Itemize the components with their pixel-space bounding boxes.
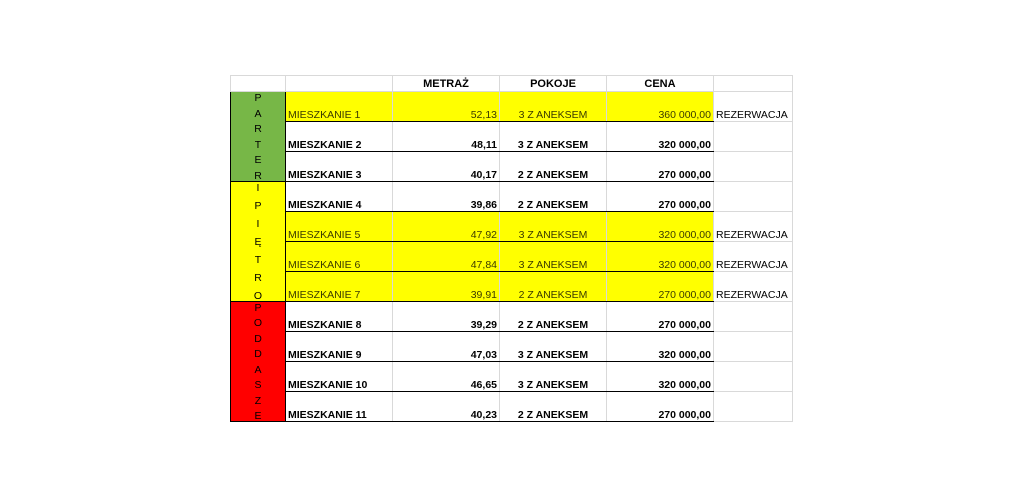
apartment-price[interactable]: 320 000,00 <box>607 212 714 242</box>
apartment-price[interactable]: 270 000,00 <box>607 392 714 422</box>
header-cena[interactable]: CENA <box>607 76 714 92</box>
header-row <box>231 76 793 92</box>
apartment-rooms[interactable]: 3 Z ANEKSEM <box>500 92 607 122</box>
apartment-rooms[interactable]: 2 Z ANEKSEM <box>500 182 607 212</box>
floor-letter: O <box>253 317 263 330</box>
floor-letter: E <box>254 409 262 422</box>
apartment-area[interactable]: 39,91 <box>393 272 500 302</box>
apartment-area[interactable]: 39,29 <box>393 302 500 332</box>
apartment-name[interactable]: MIESZKANIE 10 <box>286 362 393 392</box>
apartment-area[interactable]: 40,23 <box>393 392 500 422</box>
floor-letter: R <box>254 272 262 284</box>
apartment-name[interactable]: MIESZKANIE 5 <box>286 212 393 242</box>
apartment-area[interactable]: 39,86 <box>393 182 500 212</box>
floor-letter: P <box>254 92 262 104</box>
floor-letter: R <box>254 169 262 182</box>
apartment-area[interactable]: 46,65 <box>393 362 500 392</box>
apartment-status[interactable] <box>714 362 793 392</box>
apartment-rooms[interactable]: 3 Z ANEKSEM <box>500 362 607 392</box>
apartment-name[interactable]: MIESZKANIE 9 <box>286 332 393 362</box>
apartment-rooms[interactable]: 3 Z ANEKSEM <box>500 212 607 242</box>
floor-letter: E <box>254 154 262 167</box>
apartment-price[interactable]: 360 000,00 <box>607 92 714 122</box>
apartment-rooms[interactable]: 2 Z ANEKSEM <box>500 302 607 332</box>
apartment-status[interactable] <box>714 332 793 362</box>
floor-letter: P <box>254 200 262 212</box>
apartment-area[interactable]: 47,92 <box>393 212 500 242</box>
apartment-name[interactable]: MIESZKANIE 6 <box>286 242 393 272</box>
apartment-price[interactable]: 270 000,00 <box>607 272 714 302</box>
floor-letter: Z <box>254 394 262 407</box>
apartment-status[interactable]: REZERWACJA <box>714 92 793 122</box>
table-row <box>231 272 793 302</box>
floor-pietro[interactable] <box>231 182 286 302</box>
apartments-table <box>230 75 793 422</box>
apartment-status[interactable]: REZERWACJA <box>714 272 793 302</box>
apartment-name[interactable]: MIESZKANIE 1 <box>286 92 393 122</box>
spreadsheet <box>230 75 793 422</box>
floor-letter: I <box>256 182 260 194</box>
header-cell-status[interactable] <box>714 76 793 92</box>
apartment-status[interactable] <box>714 152 793 182</box>
apartment-price[interactable]: 320 000,00 <box>607 362 714 392</box>
apartment-status[interactable] <box>714 302 793 332</box>
apartment-area[interactable]: 47,84 <box>393 242 500 272</box>
table-row <box>231 182 793 212</box>
apartment-price[interactable]: 270 000,00 <box>607 182 714 212</box>
apartment-rooms[interactable]: 3 Z ANEKSEM <box>500 122 607 152</box>
apartment-status[interactable]: REZERWACJA <box>714 242 793 272</box>
apartment-rooms[interactable]: 2 Z ANEKSEM <box>500 392 607 422</box>
apartment-rooms[interactable]: 2 Z ANEKSEM <box>500 272 607 302</box>
apartment-name[interactable]: MIESZKANIE 7 <box>286 272 393 302</box>
header-metraz[interactable]: METRAŻ <box>393 76 500 92</box>
floor-label <box>231 302 285 422</box>
floor-letter: Ę <box>254 236 262 248</box>
floor-letter: O <box>253 290 263 302</box>
apartment-area[interactable]: 48,11 <box>393 122 500 152</box>
apartment-name[interactable]: MIESZKANIE 11 <box>286 392 393 422</box>
apartment-status[interactable] <box>714 122 793 152</box>
apartment-price[interactable]: 270 000,00 <box>607 152 714 182</box>
floor-letter: S <box>254 379 262 392</box>
table-row <box>231 392 793 422</box>
floor-label <box>231 92 285 182</box>
floor-letter: A <box>254 363 262 376</box>
floor-letter: T <box>254 138 262 151</box>
floor-label <box>231 182 285 302</box>
floor-letter: A <box>254 107 262 120</box>
apartment-price[interactable]: 320 000,00 <box>607 122 714 152</box>
apartment-status[interactable] <box>714 182 793 212</box>
table-row <box>231 302 793 332</box>
apartment-status[interactable] <box>714 392 793 422</box>
apartment-status[interactable]: REZERWACJA <box>714 212 793 242</box>
table-row <box>231 152 793 182</box>
apartment-name[interactable]: MIESZKANIE 8 <box>286 302 393 332</box>
apartment-name[interactable]: MIESZKANIE 4 <box>286 182 393 212</box>
floor-parter[interactable] <box>231 92 286 182</box>
floor-poddasze[interactable] <box>231 302 286 422</box>
floor-letter: D <box>254 332 262 345</box>
floor-letter: D <box>254 348 262 361</box>
floor-letter: P <box>254 302 262 314</box>
header-cell-name[interactable] <box>286 76 393 92</box>
table-row <box>231 212 793 242</box>
floor-letter: R <box>254 123 262 136</box>
apartment-area[interactable]: 40,17 <box>393 152 500 182</box>
apartment-price[interactable]: 320 000,00 <box>607 242 714 272</box>
table-row <box>231 92 793 122</box>
apartment-price[interactable]: 270 000,00 <box>607 302 714 332</box>
apartment-rooms[interactable]: 2 Z ANEKSEM <box>500 152 607 182</box>
table-row <box>231 362 793 392</box>
table-row <box>231 122 793 152</box>
apartment-rooms[interactable]: 3 Z ANEKSEM <box>500 242 607 272</box>
table-row <box>231 332 793 362</box>
floor-letter: I <box>256 218 260 230</box>
apartment-rooms[interactable]: 3 Z ANEKSEM <box>500 332 607 362</box>
floor-letter: T <box>254 254 262 266</box>
apartment-name[interactable]: MIESZKANIE 3 <box>286 152 393 182</box>
header-cell-floor[interactable] <box>231 76 286 92</box>
header-pokoje[interactable]: POKOJE <box>500 76 607 92</box>
apartment-area[interactable]: 52,13 <box>393 92 500 122</box>
apartment-price[interactable]: 320 000,00 <box>607 332 714 362</box>
table-row <box>231 242 793 272</box>
apartment-name[interactable]: MIESZKANIE 2 <box>286 122 393 152</box>
apartment-area[interactable]: 47,03 <box>393 332 500 362</box>
